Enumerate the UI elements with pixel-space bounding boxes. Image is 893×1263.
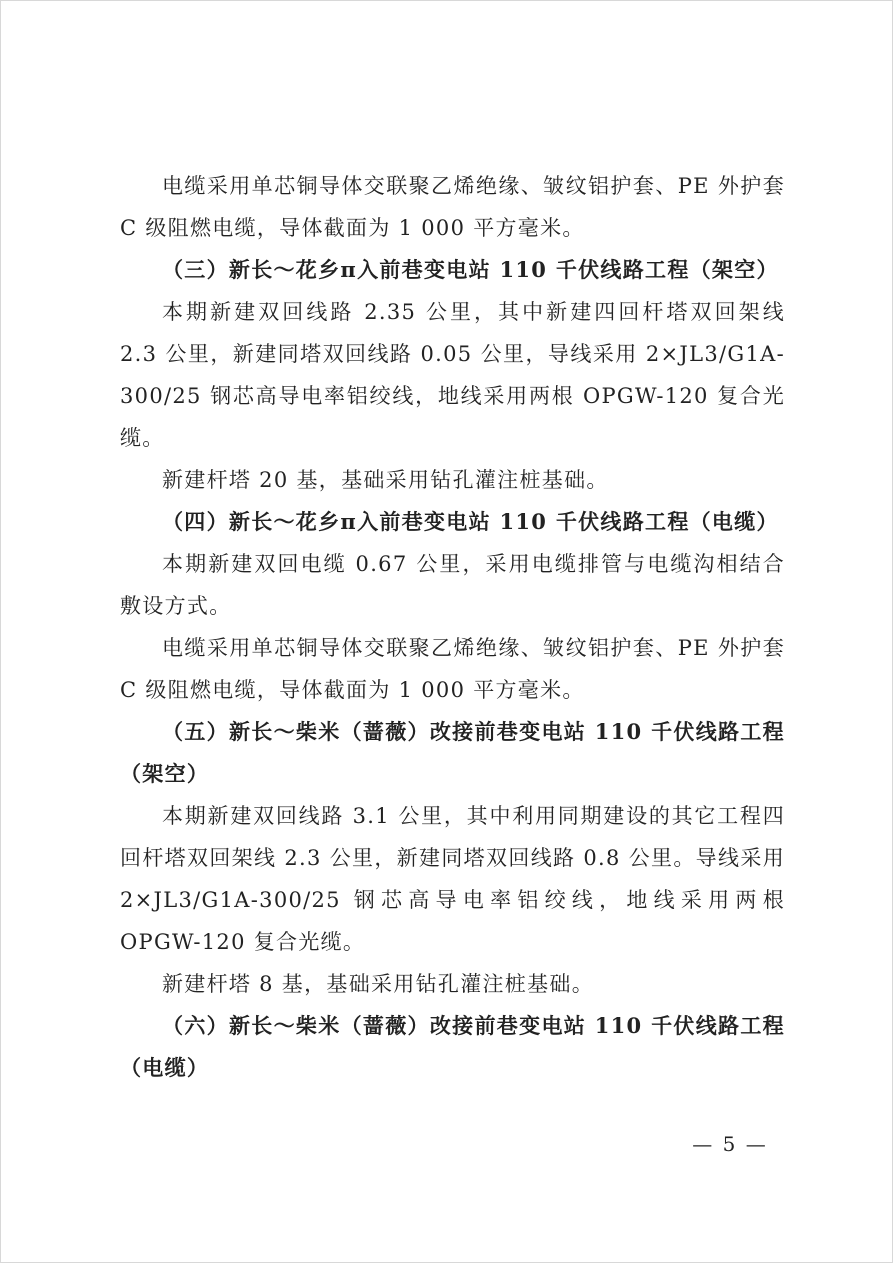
paragraph-overhead-line-3: 本期新建双回线路 2.35 公里，其中新建四回杆塔双回架线 2.3 公里，新建同塔双回线路 0.05 公里，导线采用 2×JL3/G1A-300/25 钢芯高导电率铝绞线，地线采用两根 OPGW-120 复合光缆。: [120, 300, 785, 450]
section-heading-5: （五）新长～柴米（蔷薇）改接前巷变电站 110 千伏线路工程（架空）: [120, 719, 785, 786]
paragraph-overhead-line-5: 本期新建双回线路 3.1 公里，其中利用同期建设的其它工程四回杆塔双回架线 2.3 公里，新建同塔双回线路 0.8 公里。导线采用 2×JL3/G1A-300/25 钢芯高导电率铝绞线，地线采用两根 OPGW-120 复合光缆。: [120, 804, 785, 954]
paragraph-cable-spec-2: 电缆采用单芯铜导体交联聚乙烯绝缘、皱纹铝护套、PE 外护套 C 级阻燃电缆，导体截面为 1 000 平方毫米。: [120, 636, 785, 702]
section-heading-6: （六）新长～柴米（蔷薇）改接前巷变电站 110 千伏线路工程（电缆）: [120, 1013, 785, 1080]
paragraph-cable-spec-1: 电缆采用单芯铜导体交联聚乙烯绝缘、皱纹铝护套、PE 外护套 C 级阻燃电缆，导体截面为 1 000 平方毫米。: [120, 174, 785, 240]
paragraph-towers-3: 新建杆塔 20 基，基础采用钻孔灌注桩基础。: [162, 468, 609, 492]
page-number: — 5 —: [692, 1132, 768, 1156]
section-heading-4: （四）新长～花乡π入前巷变电站 110 千伏线路工程（电缆）: [162, 509, 779, 534]
paragraph-cable-route-4: 本期新建双回电缆 0.67 公里，采用电缆排管与电缆沟相结合敷设方式。: [120, 552, 785, 618]
paragraph-towers-5: 新建杆塔 8 基，基础采用钻孔灌注桩基础。: [162, 972, 595, 996]
document-body: [120, 165, 785, 1089]
section-heading-3: （三）新长～花乡π入前巷变电站 110 千伏线路工程（架空）: [162, 257, 779, 282]
